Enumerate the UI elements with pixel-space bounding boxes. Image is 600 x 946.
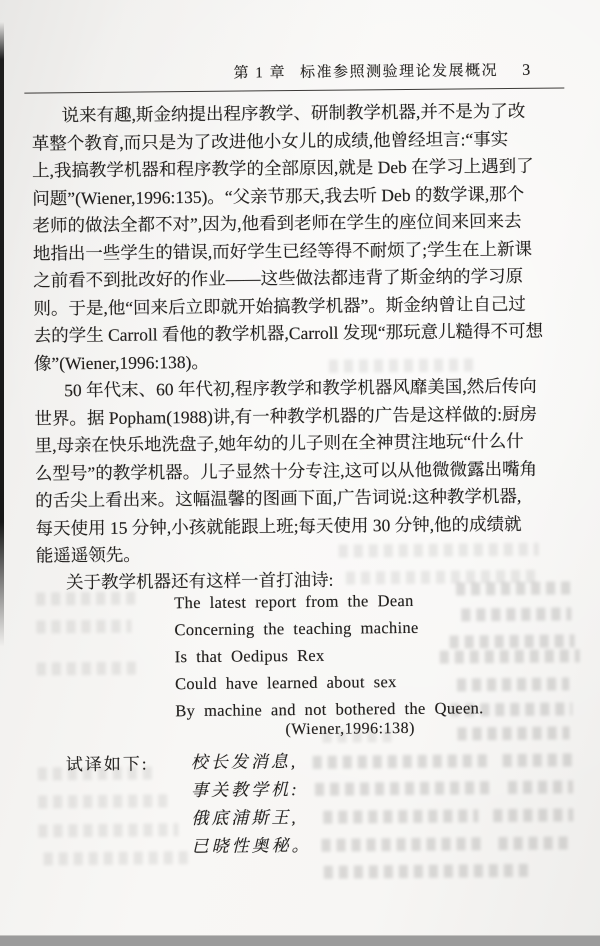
- paragraph-skinner: [31, 97, 574, 377]
- poem-line: Concerning the teaching machine: [174, 617, 419, 640]
- paragraph-line: 世界。据 Popham(1988)讲,有一种教学机器的广告是这样做的:厨房: [34, 403, 538, 429]
- paragraph-line: 上,我搞教学机器和程序教学的全部原因,就是 Deb 在学习上遇到了: [31, 155, 534, 181]
- chinese-verse-translation: [191, 748, 312, 861]
- paragraph-line: 则。于是,他“回来后立即就开始搞教学机器”。斯金纳曾让自己过: [33, 293, 526, 319]
- paragraph-line: 之前看不到批改好的作业——这些做法都违背了斯金纳的学习原: [33, 265, 524, 291]
- paragraph-line: 像”(Wiener,1996:138)。: [33, 351, 210, 374]
- paragraph-line: 的舌尖上看出来。这幅温馨的图画下面,广告词说:这种教学机器,: [35, 485, 522, 511]
- header-rule: [24, 87, 564, 93]
- paragraph-line: 说来有趣,斯金纳提出程序教学、研制教学机器,并不是为了改: [61, 100, 526, 126]
- paragraph-line: 能遥遥领先。: [35, 544, 141, 566]
- scan-edge-bottom: [0, 936, 600, 946]
- paragraph-line: 里,母亲在快乐地洗盘子,她年幼的儿子则在全神贯注地玩“什么什: [34, 430, 524, 456]
- paragraph-line: 么型号”的教学机器。儿子显然十分专注,这可以从他微微露出嘴角: [34, 458, 538, 484]
- page-number: 3: [522, 61, 531, 79]
- paragraph-line: 每天使用 15 分钟,小孩就能跟上班;每天使用 30 分钟,他的成绩就: [35, 513, 522, 539]
- chapter-title: 标准参照测验理论发展概况: [300, 63, 499, 81]
- verse-line: 事关教学机:: [190, 780, 300, 801]
- poem-citation: (Wiener,1996:138): [285, 719, 415, 739]
- paragraph-line: 关于教学机器还有这样一首打油诗:: [65, 569, 334, 593]
- english-doggerel-poem: [174, 586, 484, 724]
- paragraph-advertisement: [34, 372, 576, 570]
- poem-line: Could have learned about sex: [174, 672, 397, 694]
- verse-line: 俄底浦斯王,: [191, 808, 299, 829]
- poem-line: Is that Oedipus Rex: [174, 645, 325, 667]
- bleed-through-artifact: [0, 0, 595, 3]
- paragraph-line: 地指出一些学生的错误,而好学生已经等得不耐烦了;学生在上新课: [32, 238, 533, 264]
- chapter-label: 第 1 章: [233, 65, 287, 82]
- paragraph-line: 老师的做法全都不对”,因为,他看到老师在学生的座位间来回来去: [32, 210, 522, 236]
- verse-line: 已晓性奥秘。: [191, 835, 312, 857]
- poem-line: By machine and not bothered the Queen.: [175, 698, 484, 721]
- scan-edge-left: [0, 22, 4, 647]
- poem-line: The latest report from the Dean: [174, 590, 414, 613]
- paragraph-line: 问题”(Wiener,1996:135)。“父亲节那天,我去听 Deb 的数学课,那个: [32, 183, 525, 209]
- verse-line: 校长发消息,: [190, 752, 299, 773]
- paragraph-line: 50 年代末、60 年代初,程序教学和教学机器风靡美国,然后传向: [64, 375, 537, 401]
- paragraph-line: 革整个教育,而只是为了改进他小女儿的成绩,他曾经坦言:“事实: [31, 128, 509, 154]
- translation-label: 试译如下:: [65, 754, 149, 775]
- running-header: [0, 59, 530, 85]
- paragraph-line: 去的学生 Carroll 看他的教学机器,Carroll 发现“那玩意儿糙得不可想: [33, 320, 544, 346]
